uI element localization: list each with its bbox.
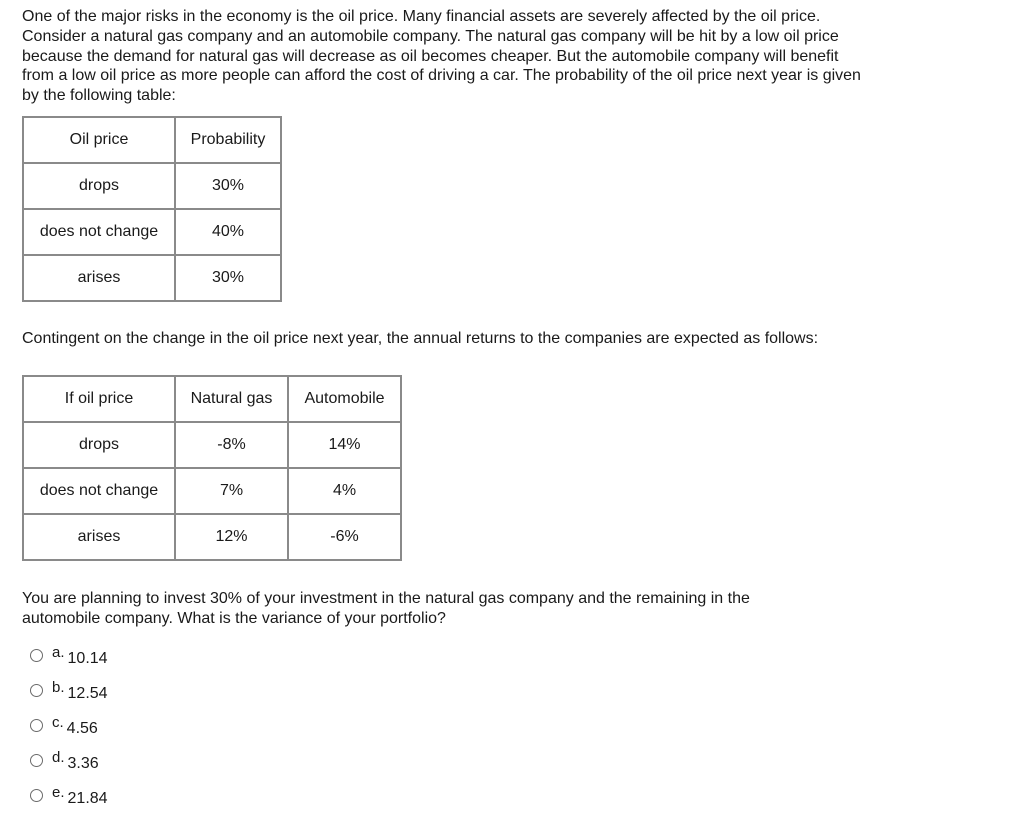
- header-if-oil-price: If oil price: [23, 376, 175, 422]
- natural-gas-return-cell: 12%: [175, 514, 288, 560]
- radio-button-c[interactable]: [30, 719, 43, 732]
- radio-button-d[interactable]: [30, 754, 43, 767]
- radio-button-a[interactable]: [30, 649, 43, 662]
- answer-options: [22, 638, 1002, 813]
- oil-price-cell: does not change: [23, 209, 175, 255]
- option-d[interactable]: [30, 743, 1002, 778]
- table-row: [23, 468, 401, 514]
- radio-button-e[interactable]: [30, 789, 43, 802]
- radio-button-b[interactable]: [30, 684, 43, 697]
- table-header-row: [23, 117, 281, 163]
- option-value: 12.54: [67, 684, 108, 702]
- intro-paragraph: One of the major risks in the economy is the oil price. Many financial assets are severely affected by the oil price. Consider a natural gas company and an automobile company. The natural gas company will be hit by a low oil price because the demand for natural gas will decrease as oil becomes cheaper. But the automobile company will benefit from a low oil price as more people can afford the cost of driving a car. The probability of the oil price next year is given by the following table:: [22, 8, 861, 105]
- option-e[interactable]: [30, 778, 1002, 813]
- option-value: 4.56: [66, 719, 98, 737]
- option-value: 3.36: [67, 754, 99, 772]
- probability-cell: 40%: [175, 209, 281, 255]
- oil-price-cell: arises: [23, 514, 175, 560]
- question-paragraph: You are planning to invest 30% of your investment in the natural gas company and the remaining in the automobile company. What is the variance of your portfolio?: [22, 589, 750, 627]
- option-value: 10.14: [67, 649, 108, 667]
- table-row: [23, 163, 281, 209]
- contingent-paragraph: Contingent on the change in the oil price next year, the annual returns to the companies are expected as follows:: [22, 329, 819, 347]
- probability-table: [22, 116, 282, 302]
- header-natural-gas: Natural gas: [175, 376, 288, 422]
- oil-price-cell: drops: [23, 422, 175, 468]
- option-letter: b.: [52, 679, 65, 697]
- option-letter: a.: [52, 644, 65, 662]
- option-b[interactable]: [30, 673, 1002, 708]
- returns-table: [22, 375, 402, 561]
- table-row: [23, 514, 401, 560]
- automobile-return-cell: -6%: [288, 514, 401, 560]
- option-a[interactable]: [30, 638, 1002, 673]
- probability-cell: 30%: [175, 163, 281, 209]
- automobile-return-cell: 4%: [288, 468, 401, 514]
- oil-price-cell: does not change: [23, 468, 175, 514]
- natural-gas-return-cell: -8%: [175, 422, 288, 468]
- header-automobile: Automobile: [288, 376, 401, 422]
- table-header-row: [23, 376, 401, 422]
- option-letter: e.: [52, 784, 65, 802]
- natural-gas-return-cell: 7%: [175, 468, 288, 514]
- table-row: [23, 255, 281, 301]
- probability-cell: 30%: [175, 255, 281, 301]
- oil-price-cell: arises: [23, 255, 175, 301]
- header-probability: Probability: [175, 117, 281, 163]
- option-c[interactable]: [30, 708, 1002, 743]
- option-value: 21.84: [67, 789, 108, 807]
- header-oil-price: Oil price: [23, 117, 175, 163]
- oil-price-cell: drops: [23, 163, 175, 209]
- question-page: [22, 7, 1002, 813]
- automobile-return-cell: 14%: [288, 422, 401, 468]
- option-letter: c.: [52, 714, 64, 732]
- table-row: [23, 422, 401, 468]
- table-row: [23, 209, 281, 255]
- option-letter: d.: [52, 749, 65, 767]
